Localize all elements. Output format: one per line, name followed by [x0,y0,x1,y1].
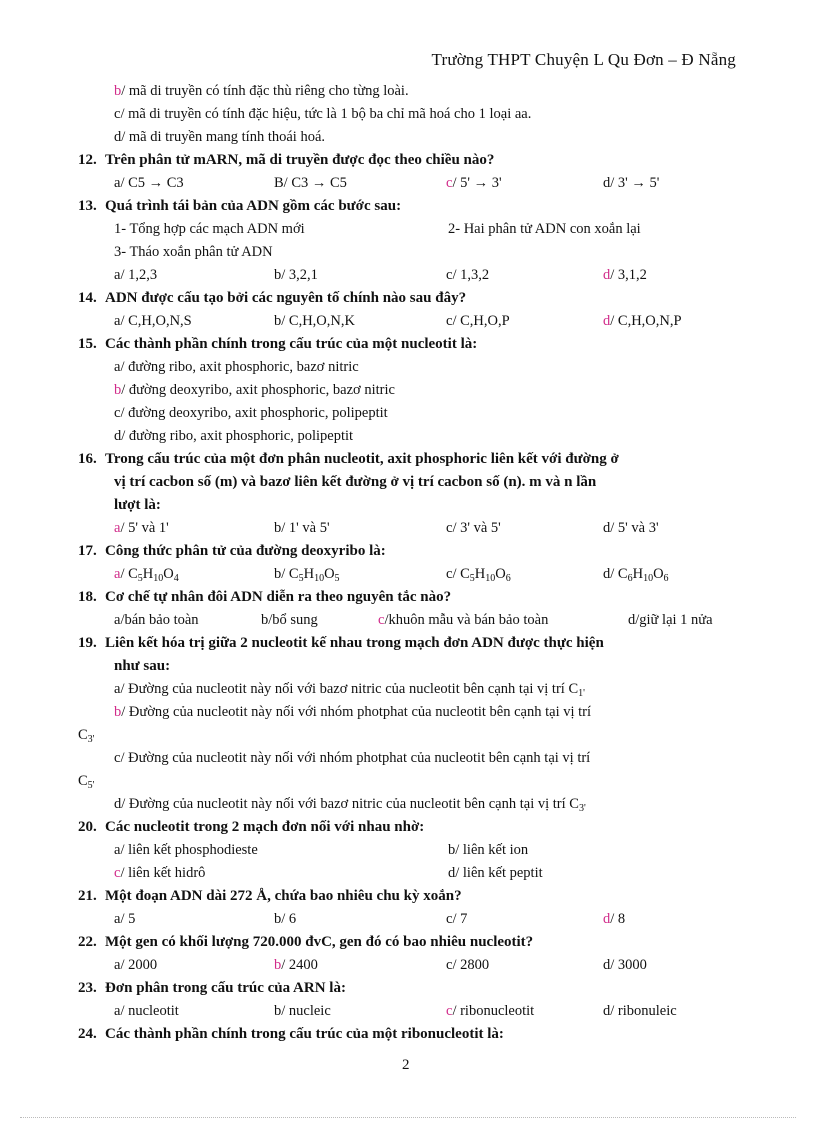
option-b-continued: $C_{3'}$ [78,727,95,745]
question-text: Cơ chế tự nhân đôi ADN diễn ra theo nguyên tắc nào? [105,589,452,605]
question-text-continued: như sau: [114,658,171,674]
question-number: 13. [78,198,97,214]
page-bottom-rule [20,1117,796,1118]
option-b: b/bổ sung [261,612,318,628]
question-text-continued: vị trí cacbon số (m) và bazơ liên kết đường ở vị trí cacbon số (n). m và n lần [114,474,597,490]
question-text: Các thành phần chính trong cấu trúc của một nucleotit là: [105,336,478,352]
option-a: a/ 1,2,3 [114,267,158,283]
option-c: c/ 3' và 5' [446,520,501,536]
option-d: d/ liên kết peptit [448,865,543,881]
steps-row [78,241,748,264]
option-d: d/ ribonuleic [603,1003,677,1019]
question-number: 12. [78,152,97,168]
option-c: c/ 5' → 3' [446,175,502,191]
question-text: Một đoạn ADN dài 272 Å, chứa bao nhiêu chu kỳ xoắn? [105,888,462,904]
option-a: a/ liên kết phosphodieste [114,842,258,858]
option-a: a/ C5 → C3 [114,175,184,191]
option-a: a/ 2000 [114,957,158,973]
option-c: c/ 7 [446,911,468,927]
question-text: Công thức phân tử của đường deoxyribo là: [105,543,386,559]
options-row [78,908,748,931]
question-text: ADN được cấu tạo bởi các nguyên tố chính nào sau đây? [105,290,467,306]
option-d: d/ C,H,O,N,P [603,313,682,329]
question-16 [78,448,748,471]
option-text: / mã di truyền có tính đặc thù riêng cho từng loài. [121,83,409,99]
question-12 [78,149,748,172]
option-a: a/ $C_5H_{10}O_4$ [114,566,179,584]
option-b: b/ 1' và 5' [274,520,330,536]
question-number: 20. [78,819,97,835]
option-d: d/ 3' → 5' [603,175,660,191]
option-b: b/ 2400 [274,957,318,973]
question-list [78,80,748,1046]
question-text: Đơn phân trong cấu trúc của ARN là: [105,980,346,996]
option-c: c/ Đường của nucleotit này nối với nhóm photphat của nucleotit bên cạnh tại vị trí [114,750,591,766]
option-c: c/ ribonucleotit [446,1003,535,1019]
options-row [78,264,748,287]
options-row [78,954,748,977]
option-c: c/khuôn mẫu và bán bảo toàn [378,612,549,628]
option-c: c/ 2800 [446,957,490,973]
option-c: c/ liên kết hidrô [114,865,206,881]
option-d: d/giữ lại 1 nửa [628,612,713,628]
question-14 [78,287,748,310]
option-d: d/ $C_6H_{10}O_6$ [603,566,669,584]
options-row [78,1000,748,1023]
options-row [78,310,748,333]
option-b: b/ Đường của nucleotit này nối với nhóm photphat của nucleotit bên cạnh tại vị trí [114,704,592,720]
page-number: 2 [402,1057,410,1073]
option-line [78,80,748,103]
steps-row [78,218,748,241]
option-a: a/ 5 [114,911,136,927]
option-letter: c [114,106,121,122]
option-b: b/ $C_5H_{10}O_5$ [274,566,340,584]
option-d: d/ Đường của nucleotit này nối với bazơ nitric của nucleotit bên cạnh tại vị trí $C_{3'}$ [114,796,586,814]
options-row [78,517,748,540]
option-a: a/ Đường của nucleotit này nối với bazơ nitric của nucleotit bên cạnh tại vị trí $C_{1'}$ [114,681,585,699]
option-c: c/ C,H,O,P [446,313,510,329]
options-row [78,609,748,632]
option-text: / mã di truyền mang tính thoái hoá. [121,129,326,145]
option-b: b/ C,H,O,N,K [274,313,355,329]
option-line [78,103,748,126]
question-24 [78,1023,748,1046]
question-21 [78,885,748,908]
option-line [78,126,748,149]
question-number: 24. [78,1026,97,1042]
option-letter: b [114,83,122,99]
option-b: B/ C3 → C5 [274,175,347,191]
question-number: 16. [78,451,97,467]
question-13 [78,195,748,218]
option-b: b/ 3,2,1 [274,267,318,283]
step-3: 3- Tháo xoắn phân tử ADN [114,244,273,260]
question-number: 21. [78,888,97,904]
option-a: a/ đường ribo, axit phosphoric, bazơ nitric [114,359,359,375]
option-d: d/ 3,1,2 [603,267,647,283]
options-row [78,839,748,862]
question-text: Các thành phần chính trong cấu trúc của một ribonucleotit là: [105,1026,504,1042]
options-row [78,862,748,885]
question-text-continued: lượt là: [114,497,161,513]
question-text: Trên phân tử mARN, mã di truyền được đọc theo chiều nào? [105,152,495,168]
option-b: b/ liên kết ion [448,842,529,858]
question-text: Trong cấu trúc của một đơn phân nucleotit, axit phosphoric liên kết với đường ở [105,451,619,467]
question-number: 18. [78,589,97,605]
option-c: c/ đường deoxyribo, axit phosphoric, polipeptit [114,405,388,421]
question-22 [78,931,748,954]
question-17 [78,540,748,563]
option-d: d/ 5' và 3' [603,520,659,536]
options-row [78,172,748,195]
question-text: Một gen có khối lượng 720.000 đvC, gen đó có bao nhiêu nucleotit? [105,934,534,950]
option-b: b/ 6 [274,911,297,927]
option-a: a/bán bảo toàn [114,612,199,628]
question-19 [78,632,748,655]
option-b: b/ đường deoxyribo, axit phosphoric, bazơ nitric [114,382,395,398]
option-c-continued: $C_{5'}$ [78,773,95,791]
question-text: Quá trình tái bản của ADN gồm các bước sau: [105,198,402,214]
question-20 [78,816,748,839]
option-d: d/ 8 [603,911,626,927]
question-number: 17. [78,543,97,559]
option-a: a/ C,H,O,N,S [114,313,192,329]
question-text: Các nucleotit trong 2 mạch đơn nối với nhau nhờ: [105,819,425,835]
question-number: 14. [78,290,97,306]
option-c: c/ 1,3,2 [446,267,490,283]
question-number: 23. [78,980,97,996]
page-header: Trường THPT Chuyện L Qu Đơn – Đ Nẵng [431,50,736,69]
option-text: / mã di truyền có tính đặc hiệu, tức là 1 bộ ba chỉ mã hoá cho 1 loại aa. [120,106,532,122]
question-text: Liên kết hóa trị giữa 2 nucleotit kế nhau trong mạch đơn ADN được thực hiện [105,635,604,651]
step-1: 1- Tổng hợp các mạch ADN mới [114,221,305,237]
options-row [78,563,748,586]
question-18 [78,586,748,609]
option-letter: d [114,129,122,145]
question-number: 19. [78,635,97,651]
question-15 [78,333,748,356]
option-a: a/ 5' và 1' [114,520,169,536]
option-a: a/ nucleotit [114,1003,179,1019]
option-d: d/ đường ribo, axit phosphoric, polipeptit [114,428,354,444]
question-number: 22. [78,934,97,950]
option-b: b/ nucleic [274,1003,331,1019]
question-23 [78,977,748,1000]
option-c: c/ $C_5H_{10}O_6$ [446,566,511,584]
step-2: 2- Hai phân tử ADN con xoắn lại [448,221,641,237]
option-d: d/ 3000 [603,957,647,973]
question-number: 15. [78,336,97,352]
